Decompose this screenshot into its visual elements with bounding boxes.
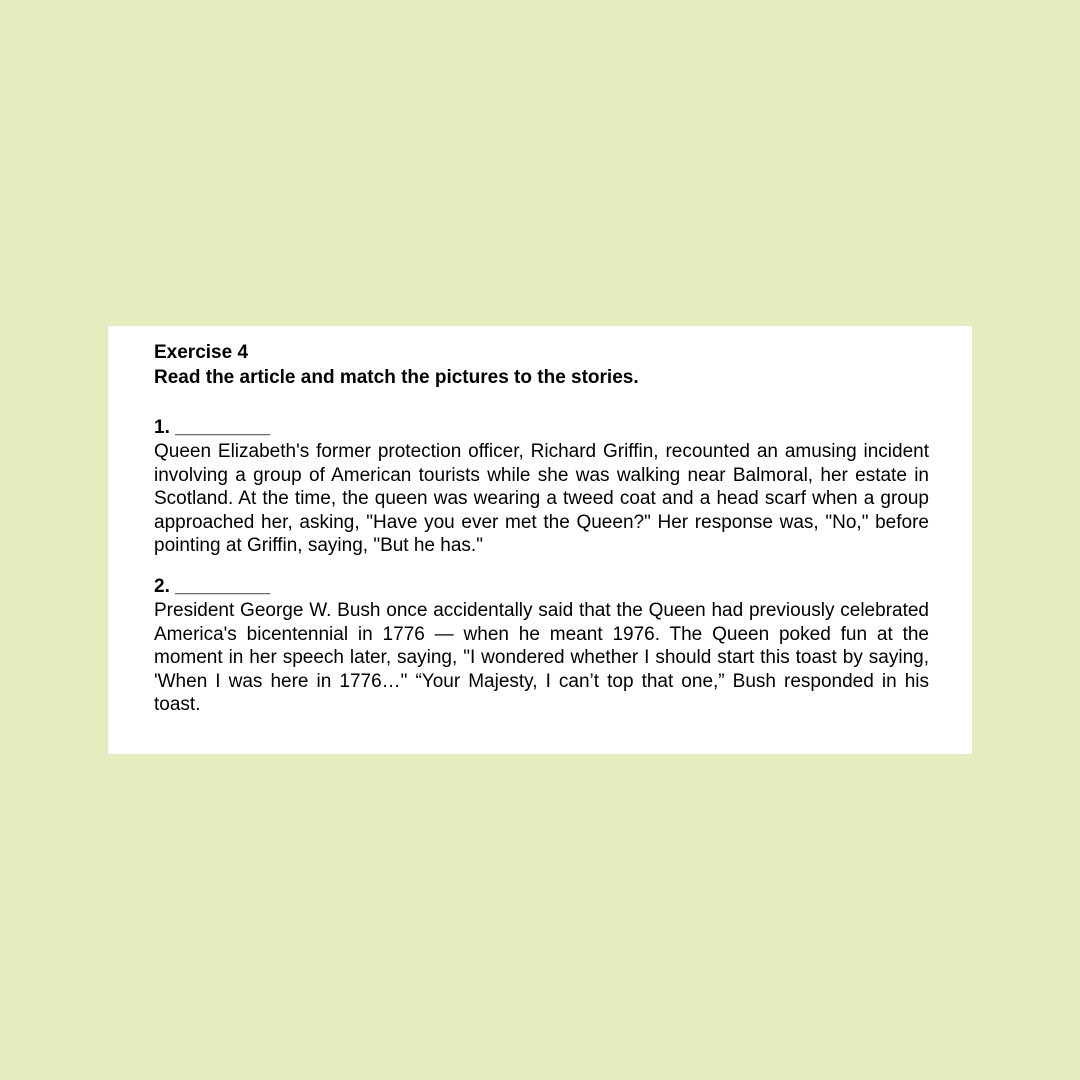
story-2-number-blank: 2. _________ (154, 575, 271, 597)
story-2-text: President George W. Bush once accidentally said that the Queen had previously celebrated America's bicentennial in 1776 — when he meant 1976. The Queen poked fun at the moment in her speech later, saying, "I wondered whether I should start this toast by saying, 'When I was here in 1776…" “Your Majesty, I can’t top that one,” Bush responded in his toast. (154, 599, 929, 716)
story-2 (154, 575, 929, 717)
exercise-instruction: Read the article and match the pictures to the stories. (154, 367, 639, 388)
exercise-title: Exercise 4 (154, 342, 249, 363)
story-1-text: Queen Elizabeth's former protection officer, Richard Griffin, recounted an amusing incident involving a group of American tourists while she was walking near Balmoral, her estate in Scotland. At the time, the queen was wearing a tweed coat and a head scarf when a group approached her, asking, "Have you ever met the Queen?" Her response was, "No," before pointing at Griffin, saying, "But he has." (154, 441, 929, 557)
story-1-number-blank: 1. _________ (154, 417, 271, 438)
story-1 (154, 416, 929, 558)
exercise-card (108, 326, 972, 754)
